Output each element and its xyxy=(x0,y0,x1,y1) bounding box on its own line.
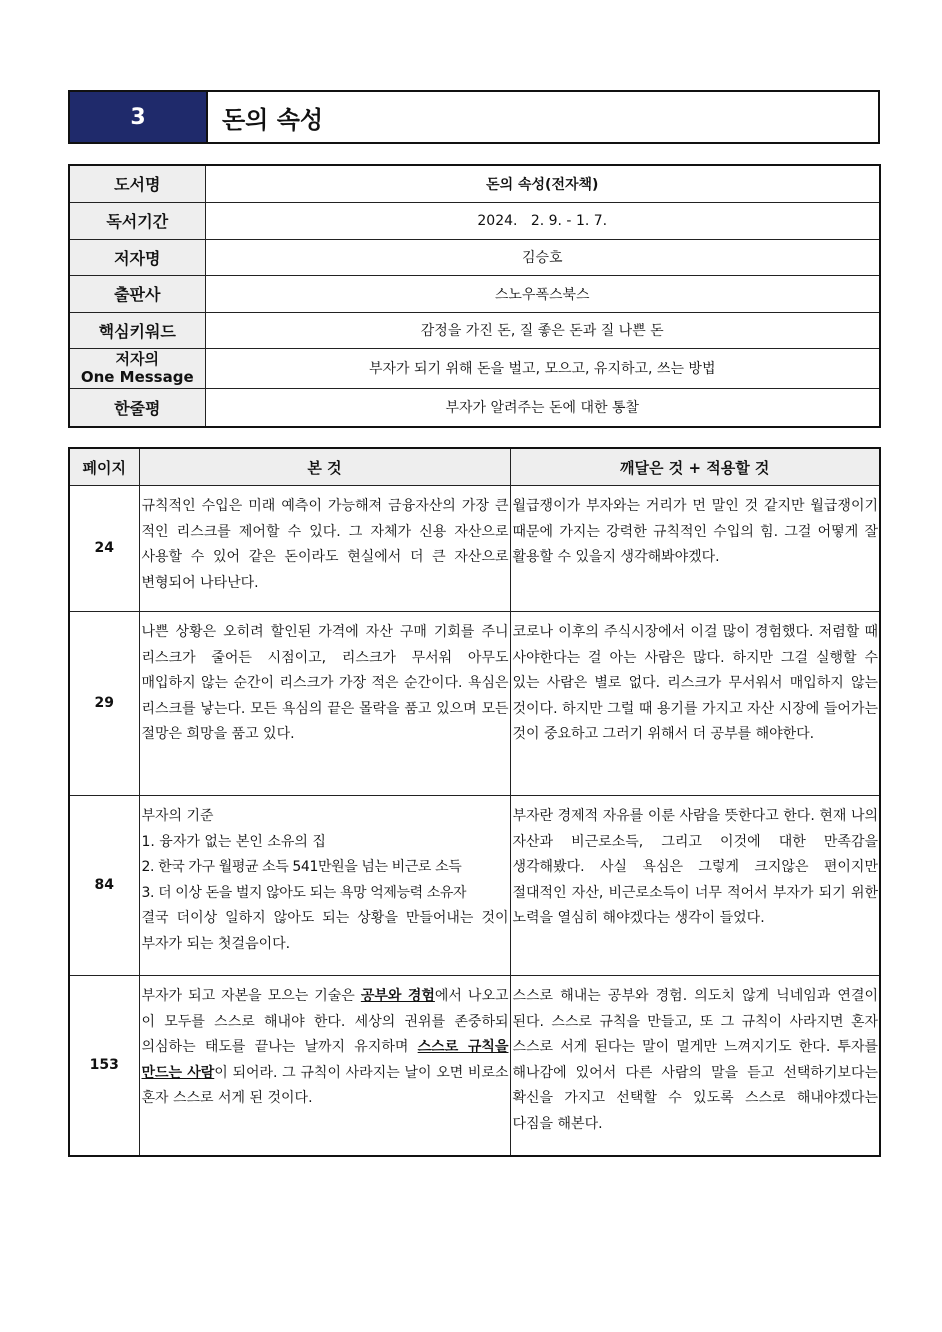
section-number: 3 xyxy=(70,92,208,142)
page-number: 84 xyxy=(69,796,139,976)
seen-item-1: 1. 융자가 없는 본인 소유의 집 xyxy=(141,833,326,850)
review-label: 한줄평 xyxy=(69,388,205,427)
reading-notes-table xyxy=(68,447,881,1157)
seen-text: 나쁜 상황은 오히려 할인된 가격에 자산 구매 기회를 주니 리스크가 줄어든 시점이고, 리스크가 무서워 아무도 매입하지 않는 순간이 리스크가 가장 적은 순간이다. 욕심은 리스크를 낳는다. 모든 욕심의 끝은 몰락을 품고 있으며 모든 절망은 희망을 품고 있다. xyxy=(139,612,510,796)
message-label-line2: One Message xyxy=(80,368,194,386)
review-value: 부자가 알려주는 돈에 대한 통찰 xyxy=(205,388,880,427)
page-number: 29 xyxy=(69,612,139,796)
publisher-value: 스노우폭스북스 xyxy=(205,275,880,312)
book-title-value: 돈의 속성(전자책) xyxy=(205,165,880,202)
keyword-value: 감정을 가진 돈, 질 좋은 돈과 질 나쁜 돈 xyxy=(205,312,880,348)
seen-item-3: 3. 더 이상 돈을 벌지 않아도 되는 욕망 억제능력 소유자 xyxy=(141,884,467,901)
seen-title: 부자의 기준 xyxy=(141,808,214,824)
seen-highlight-2: 스스로 규칙을 만드는 사람 xyxy=(141,1039,509,1081)
message-label xyxy=(69,348,205,388)
section-header xyxy=(68,90,880,144)
page-number: 153 xyxy=(69,976,139,1156)
seen-part-c: 에서 나오고 이 모두를 스스로 해내야 한다. 세상의 권위를 존중하되 의심하는 태도를 끝나는 날까지 유지하며 xyxy=(141,988,509,1055)
seen-part-e: 이 되어라. 그 규칙이 사라지는 날이 오면 비로소 혼자 스스로 서게 된 것이다. xyxy=(141,1064,509,1106)
book-info-table xyxy=(68,164,881,428)
period-label: 독서기간 xyxy=(69,202,205,239)
seen-conclusion: 결국 더이상 일하지 않아도 되는 상황을 만들어내는 것이 부자가 되는 첫걸음이다. xyxy=(141,910,509,952)
seen-text xyxy=(139,796,510,976)
table-row xyxy=(69,796,880,976)
book-title-label: 도서명 xyxy=(69,165,205,202)
period-value: 2024. 2. 9. - 1. 7. xyxy=(205,202,880,239)
page-number: 24 xyxy=(69,486,139,612)
section-title: 돈의 속성 xyxy=(222,105,324,134)
learned-text: 월급쟁이가 부자와는 거리가 먼 말인 것 같지만 월급쟁이기 때문에 가지는 강력한 규칙적인 수입의 힘. 그걸 어떻게 잘 활용할 수 있을지 생각해봐야겠다. xyxy=(510,486,880,612)
message-label-line1: 저자의 xyxy=(115,350,159,368)
col-learned-header: 깨달은 것 + 적용할 것 xyxy=(510,448,880,486)
col-seen-header: 본 것 xyxy=(139,448,510,486)
author-label: 저자명 xyxy=(69,239,205,275)
seen-item-2: 2. 한국 가구 월평균 소득 541만원을 넘는 비근로 소득 xyxy=(141,859,462,875)
author-value: 김승호 xyxy=(205,239,880,275)
table-row xyxy=(69,976,880,1156)
message-value: 부자가 되기 위해 돈을 벌고, 모으고, 유지하고, 쓰는 방법 xyxy=(205,348,880,388)
learned-text: 스스로 해내는 공부와 경험. 의도치 않게 닉네임과 연결이 된다. 스스로 규칙을 만들고, 또 그 규칙이 사라지면 혼자 스스로 서게 된다는 말이 멀게만 느껴지기도 한다. 투자를 해나감에 있어서 다른 사람의 말을 듣고 선택하기보다는 확신을 가지고 선택할 수 있도록 스스로 해내야겠다는 다짐을 해본다. xyxy=(510,976,880,1156)
col-page-header: 페이지 xyxy=(69,448,139,486)
table-row xyxy=(69,612,880,796)
seen-highlight-1: 공부와 경험 xyxy=(360,988,435,1004)
learned-text: 코로나 이후의 주식시장에서 이걸 많이 경험했다. 저렴할 때 사야한다는 걸 아는 사람은 많다. 하지만 그걸 실행할 수 있는 사람은 별로 없다. 리스크가 무서워서 매입하지 않는 것이다. 하지만 그럴 때 용기를 가지고 자산 시장에 들어가는 것이 중요하고 그러기 위해서 더 공부를 해야한다. xyxy=(510,612,880,796)
table-row xyxy=(69,486,880,612)
learned-text: 부자란 경제적 자유를 이룬 사람을 뜻한다고 한다. 현재 나의 자산과 비근로소득, 그리고 이것에 대한 만족감을 생각해봤다. 사실 욕심은 그렇게 크지않은 편이지만 절대적인 자산, 비근로소득이 너무 적어서 부자가 되기 위한 노력을 열심히 해야겠다는 생각이 들었다. xyxy=(510,796,880,976)
publisher-label: 출판사 xyxy=(69,275,205,312)
seen-text: 규칙적인 수입은 미래 예측이 가능해져 금융자산의 가장 큰 적인 리스크를 제어할 수 있다. 그 자체가 신용 자산으로 사용할 수 있어 같은 돈이라도 현실에서 더 큰 자산으로 변형되어 나타난다. xyxy=(139,486,510,612)
seen-text xyxy=(139,976,510,1156)
seen-part-a: 부자가 되고 자본을 모으는 기술은 xyxy=(141,988,361,1004)
keyword-label: 핵심키워드 xyxy=(69,312,205,348)
